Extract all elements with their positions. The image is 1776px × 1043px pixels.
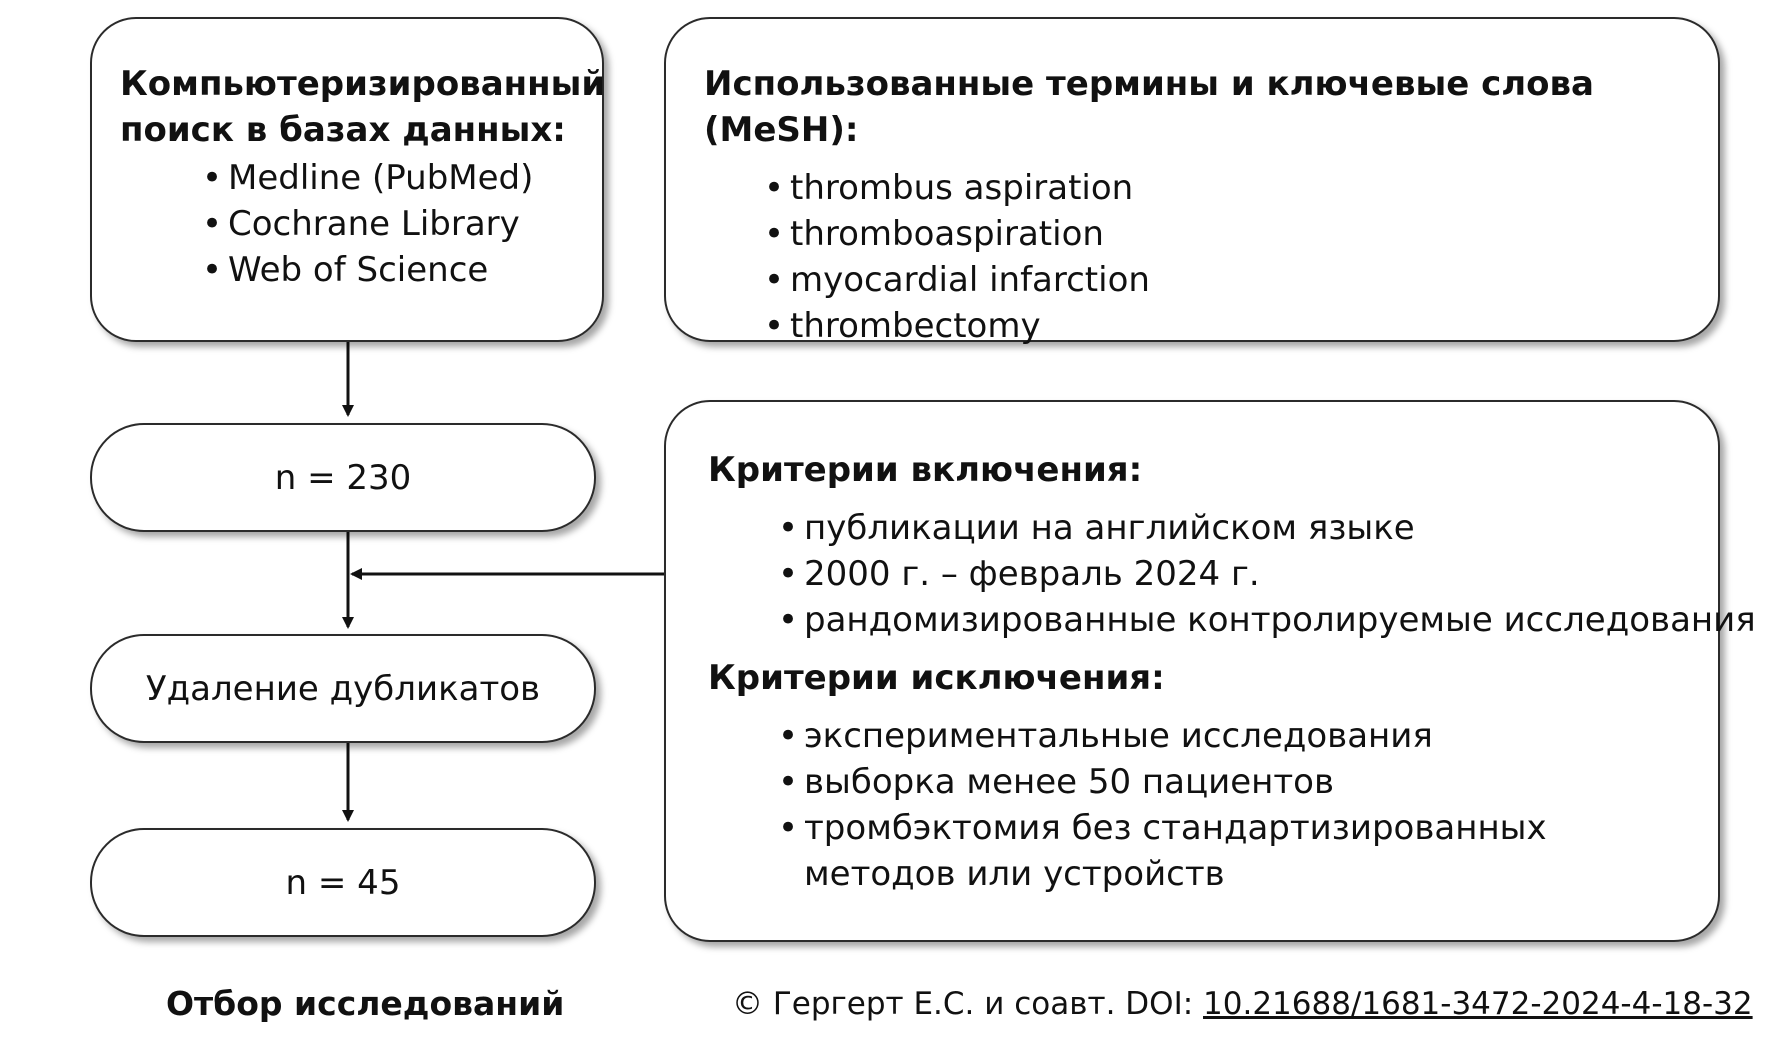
search-databases-box	[90, 17, 604, 342]
inclusion-criterion: • 2000 г. – февраль 2024 г.	[778, 551, 1756, 597]
figure-caption: Отбор исследований	[166, 984, 565, 1023]
mesh-term-item: • thrombectomy	[764, 303, 1718, 349]
search-box-title-line1: Компьютеризированный	[120, 64, 606, 104]
mesh-term-item: • myocardial infarction	[764, 257, 1718, 303]
n-final-box	[90, 828, 596, 937]
n-initial-box	[90, 423, 596, 532]
mesh-term-list	[764, 165, 1718, 349]
criteria-box	[664, 400, 1756, 942]
deduplication-box	[90, 634, 596, 743]
inclusion-criteria-title: Критерии включения:	[708, 450, 1143, 490]
inclusion-criterion: • публикации на английском языке	[778, 505, 1756, 551]
copyright-line	[732, 986, 1753, 1022]
inclusion-criterion: • рандомизированные контролируемые исследования	[778, 597, 1756, 643]
exclusion-criteria-list	[778, 713, 1756, 851]
copyright-text: © Гергерт Е.С. и соавт. DOI:	[732, 986, 1204, 1022]
database-list	[202, 155, 605, 293]
database-item: • Cochrane Library	[202, 201, 605, 247]
n-final-label: n = 45	[285, 862, 401, 903]
exclusion-criterion: • тромбэктомия без стандартизированных	[778, 805, 1756, 851]
doi-link[interactable]: 10.21688/1681-3472-2024-4-18-32	[1203, 986, 1753, 1022]
deduplication-label: Удаление дубликатов	[145, 668, 541, 709]
mesh-terms-box	[664, 17, 1720, 346]
exclusion-criteria-title: Критерии исключения:	[708, 658, 1165, 698]
mesh-term-item: • thrombus aspiration	[764, 165, 1718, 211]
exclusion-criterion: • выборка менее 50 пациентов	[778, 759, 1756, 805]
database-item: • Medline (PubMed)	[202, 155, 605, 201]
database-item: • Web of Science	[202, 247, 605, 293]
n-initial-label: n = 230	[274, 457, 412, 498]
exclusion-criterion-continuation: методов или устройств	[804, 854, 1225, 894]
inclusion-criteria-list	[778, 505, 1756, 643]
mesh-term-item: • thromboaspiration	[764, 211, 1718, 257]
exclusion-criterion: • экспериментальные исследования	[778, 713, 1756, 759]
search-box-title-line2: поиск в базах данных:	[120, 110, 566, 150]
mesh-box-title: Использованные термины и ключевые слова (MeSH):	[704, 64, 1594, 150]
